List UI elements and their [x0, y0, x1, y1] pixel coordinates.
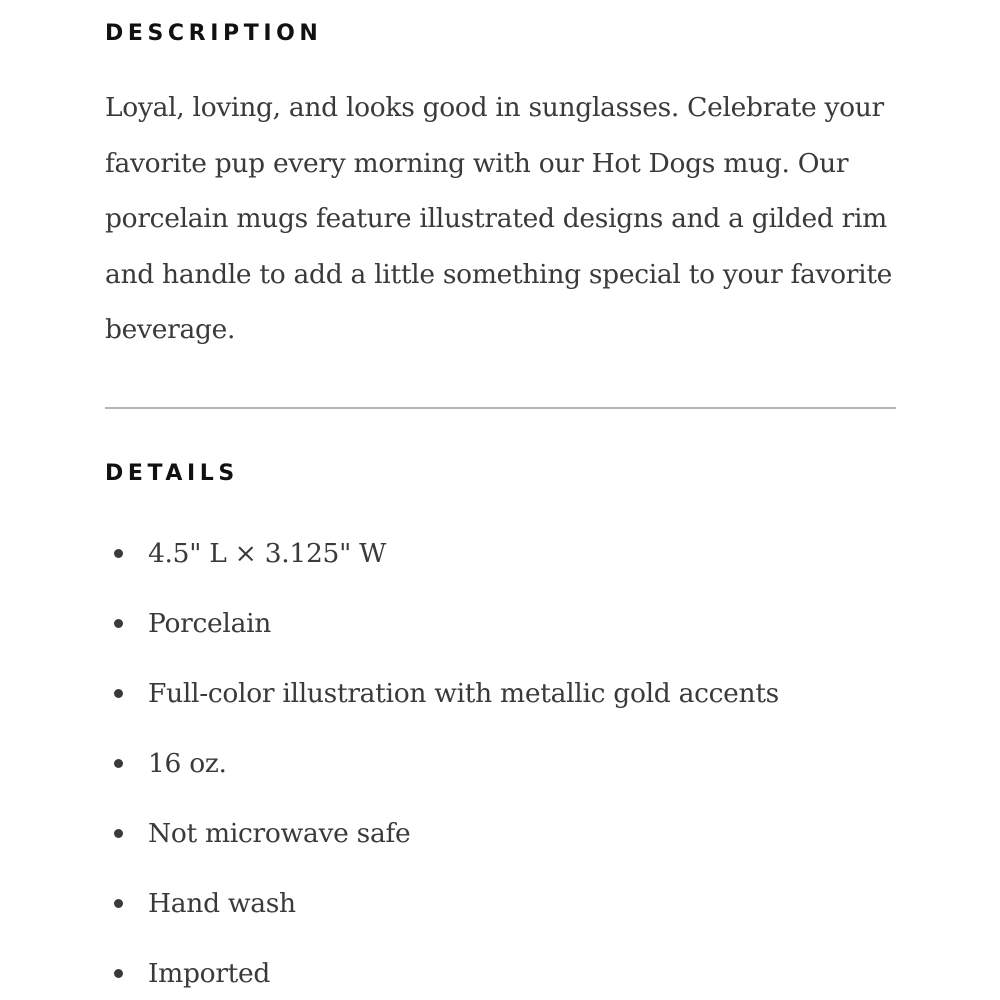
details-list-item	[105, 938, 896, 1000]
details-item-text: Porcelain	[148, 607, 272, 639]
details-list-item	[105, 518, 896, 588]
bullet-icon	[114, 829, 123, 838]
description-text: Loyal, loving, and looks good in sunglasses. Celebrate your favorite pup every morning with our Hot Dogs mug. Our porcelain mugs feature illustrated designs and a gilded rim and handle to add a little something special to your favorite beverage.	[105, 92, 893, 345]
details-item-text: Not microwave safe	[148, 817, 411, 849]
details-item-text: Hand wash	[148, 887, 296, 919]
details-list-item	[105, 728, 896, 798]
details-heading: DETAILS	[105, 461, 239, 486]
details-item-text: Imported	[148, 957, 271, 989]
bullet-icon	[114, 549, 123, 558]
details-item-text: 16 oz.	[148, 747, 227, 779]
bullet-icon	[114, 969, 123, 978]
details-item-text: Full-color illustration with metallic gold accents	[148, 677, 779, 709]
details-item-text: 4.5" L × 3.125" W	[148, 537, 387, 569]
details-list	[105, 518, 896, 1000]
section-divider	[105, 407, 896, 409]
details-list-item	[105, 798, 896, 868]
details-list-item	[105, 588, 896, 658]
bullet-icon	[114, 899, 123, 908]
bullet-icon	[114, 689, 123, 698]
details-list-item	[105, 868, 896, 938]
bullet-icon	[114, 619, 123, 628]
bullet-icon	[114, 759, 123, 768]
description-heading: DESCRIPTION	[105, 21, 323, 46]
details-list-item	[105, 658, 896, 728]
